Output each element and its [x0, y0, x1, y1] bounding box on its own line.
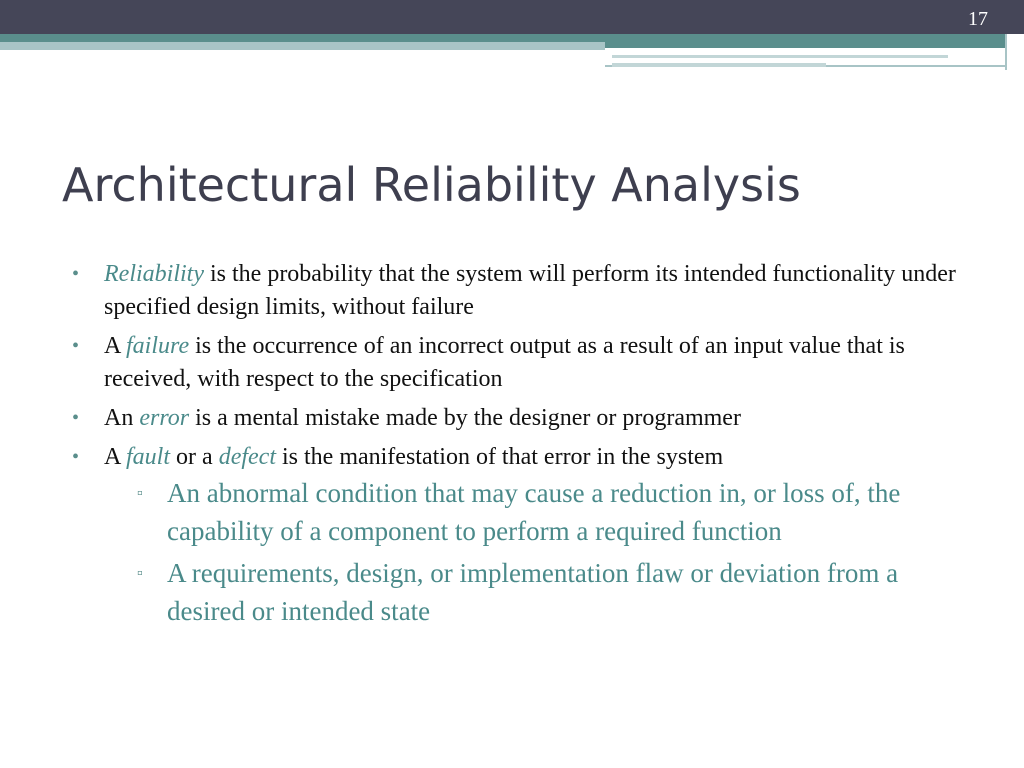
sub-bullet-requirements-flaw — [137, 554, 972, 630]
bullet-text: is the manifestation of that error in the system — [275, 444, 724, 470]
bullet-prefix: An — [104, 405, 140, 431]
term-fault: fault — [126, 444, 171, 470]
bullet-error — [72, 402, 972, 435]
bullet-reliability — [72, 258, 972, 324]
header-decor-line-1 — [612, 55, 948, 58]
sub-bullet-marker: ▫ — [137, 565, 143, 582]
bullet-prefix: A — [104, 444, 127, 470]
slide-number: 17 — [968, 8, 988, 30]
slide-title: Architectural Reliability Analysis — [62, 158, 801, 212]
bullet-failure — [72, 330, 972, 396]
sub-bullet-abnormal-condition — [137, 474, 972, 550]
header-bar-light — [0, 42, 605, 50]
bullet-marker: • — [72, 407, 80, 429]
header-bar-dark — [0, 0, 1024, 34]
bullet-text: is the occurrence of an incorrect output as a result of an input value that is received, with respect to the specification — [104, 333, 905, 392]
term-failure: failure — [126, 333, 190, 359]
term-error: error — [139, 405, 190, 431]
bullet-marker: • — [72, 263, 80, 285]
term-defect: defect — [218, 444, 276, 470]
bullet-marker: • — [72, 335, 80, 357]
slide-content — [72, 258, 972, 636]
bullet-fault — [72, 441, 972, 630]
sub-bullet-marker: ▫ — [137, 485, 143, 502]
bullet-marker: • — [72, 446, 80, 468]
bullet-list — [72, 258, 972, 630]
term-reliability: Reliability — [104, 261, 204, 287]
bullet-prefix: A — [104, 333, 127, 359]
sub-bullet-list — [104, 474, 972, 630]
header-decor-line-2 — [612, 63, 826, 67]
bullet-text: is the probability that the system will perform its intended functionality under specified design limits, without failure — [104, 261, 956, 320]
header-decor-vertical — [1005, 34, 1024, 70]
bullet-middle: or a — [170, 444, 219, 470]
bullet-text: is a mental mistake made by the designer or programmer — [189, 405, 741, 431]
sub-bullet-text: A requirements, design, or implementation flaw or deviation from a desired or intended state — [167, 558, 899, 626]
sub-bullet-text: An abnormal condition that may cause a reduction in, or loss of, the capability of a component to perform a required function — [167, 478, 901, 546]
